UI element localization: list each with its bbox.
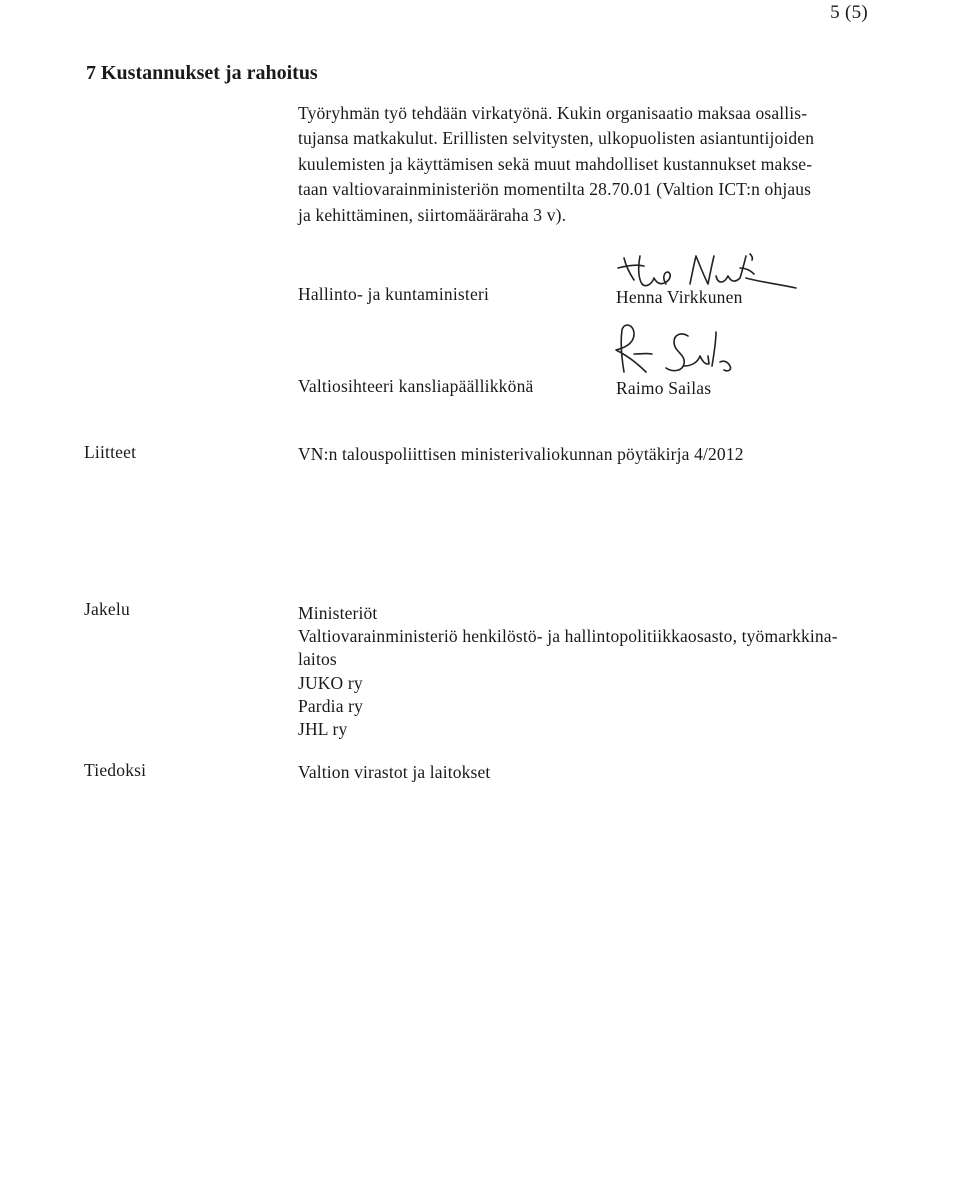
- attachments-label: Liitteet: [84, 442, 137, 462]
- distribution-list: [298, 602, 838, 741]
- attachments-value: VN:n talouspoliittisen ministerivaliokunnan pöytäkirja 4/2012: [298, 444, 744, 464]
- signature-sailas: [588, 320, 778, 380]
- page-number: 5 (5): [830, 2, 868, 23]
- distribution-item: Valtiovarainministeriö henkilöstö- ja hallintopolitiikkaosasto, työmarkkina-: [298, 626, 838, 647]
- signatory-role: Hallinto- ja kuntaministeri: [298, 284, 490, 304]
- section-paragraph: [298, 101, 898, 228]
- distribution-item: laitos: [298, 649, 337, 670]
- paragraph-line: ja kehittäminen, siirtomääräraha 3 v).: [298, 204, 567, 225]
- signatory-name: Raimo Sailas: [616, 378, 712, 398]
- for-information-value: Valtion virastot ja laitokset: [298, 762, 491, 782]
- signatory-name: Henna Virkkunen: [616, 287, 743, 307]
- distribution-label: Jakelu: [84, 599, 130, 619]
- paragraph-line: Työryhmän työ tehdään virkatyönä. Kukin organisaatio maksaa osallis-: [298, 103, 808, 123]
- distribution-item: Ministeriöt: [298, 603, 378, 623]
- section-title: 7 Kustannukset ja rahoitus: [86, 62, 318, 84]
- distribution-item: JUKO ry: [298, 672, 363, 693]
- signatory-role: Valtiosihteeri kansliapäällikkönä: [298, 376, 534, 396]
- distribution-item: JHL ry: [298, 719, 348, 740]
- distribution-item: Pardia ry: [298, 695, 364, 716]
- paragraph-line: tujansa matkakulut. Erillisten selvitysten, ulkopuolisten asiantuntijoiden: [298, 128, 815, 149]
- paragraph-line: kuulemisten ja käyttämisen sekä muut mahdolliset kustannukset makse-: [298, 153, 813, 174]
- for-information-label: Tiedoksi: [84, 760, 147, 780]
- paragraph-line: taan valtiovarainministeriön momentilta 28.70.01 (Valtion ICT:n ohjaus: [298, 179, 812, 200]
